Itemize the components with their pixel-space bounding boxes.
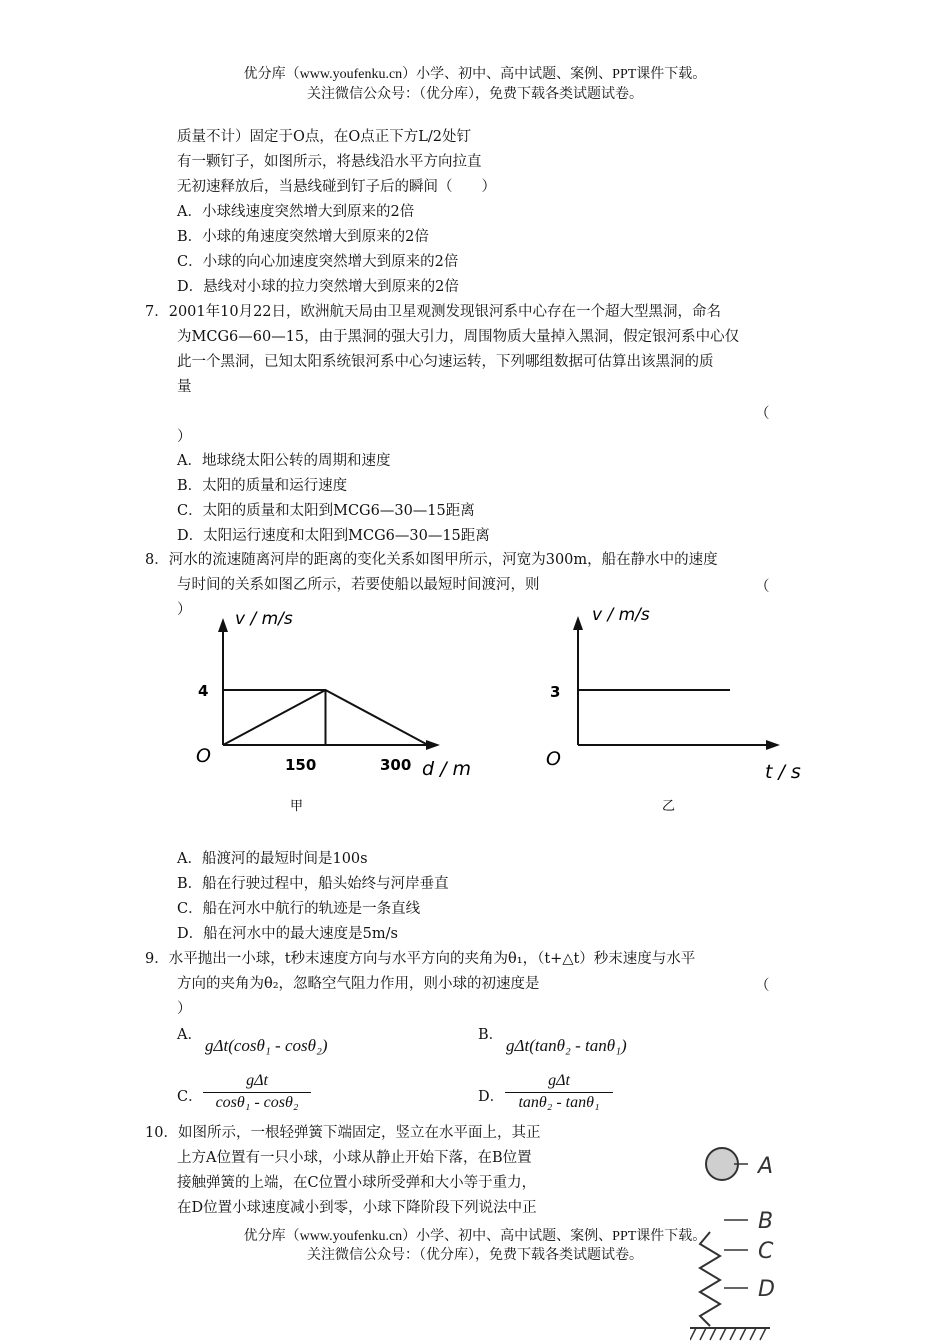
q6-option-c: C．小球的向心加速度突然增大到原来的2倍 [177, 254, 459, 270]
q6-option-d: D．悬线对小球的拉力突然增大到原来的2倍 [177, 279, 459, 295]
jia-origin: O [196, 745, 211, 767]
label-d: D [758, 1277, 775, 1302]
q9-option-c-denominator: cosθ₁ - cosθ₂ [215, 1094, 299, 1111]
jia-xtick-150: 150 [285, 756, 317, 774]
jia-ytick-4: 4 [198, 682, 209, 700]
ball [706, 1148, 738, 1180]
chart-yi [540, 600, 820, 820]
q7-option-c: C．太阳的质量和太阳到MCG6—30—15距离 [177, 503, 475, 519]
q8-line-1: 8．河水的流速随离河岸的距离的变化关系如图甲所示，河宽为300m，船在静水中的速度 [145, 552, 718, 568]
q7-paren-close: ） [177, 429, 192, 445]
q8-option-c: C．船在河水中航行的轨迹是一条直线 [177, 901, 421, 917]
q7-line-2: 为MCG6—60—15，由于黑洞的强大引力，周围物质大量掉入黑洞，假定银河系中心仅 [177, 329, 740, 345]
label-b: B [758, 1209, 774, 1234]
q9-option-a-formula: gΔt(cosθ₁ - cosθ₂) [205, 1036, 328, 1055]
header-line-2: 关注微信公众号：（优分库），免费下载各类试题试卷。 [307, 87, 643, 102]
jia-y-arrow [218, 618, 228, 632]
jia-xtick-300: 300 [380, 756, 412, 774]
q9-option-d-label: D． [478, 1089, 505, 1105]
q8-paren-open: （ [755, 579, 770, 595]
jia-xlabel: d / m [422, 758, 472, 780]
q7-line-4: 量 [177, 379, 192, 395]
q7-line-1: 7．2001年10月22日，欧洲航天局由卫星观测发现银河系中心存在一个超大型黑洞，命名 [145, 304, 722, 320]
q8-option-a: A．船渡河的最短时间是100s [177, 851, 368, 867]
q9-option-c-fraction [203, 1072, 311, 1112]
q7-line-3: 此一个黑洞，已知太阳系统银河系中心匀速运转，下列哪组数据可估算出该黑洞的质 [177, 354, 714, 370]
yi-x-arrow [766, 740, 780, 750]
q8-line-2: 与时间的关系如图乙所示，若要使船以最短时间渡河，则 [177, 577, 540, 593]
yi-xlabel: t / s [765, 761, 801, 783]
q9-option-a-label: A． [177, 1027, 202, 1043]
q6-line-3: 无初速释放后，当悬线碰到钉子后的瞬间（ ） [177, 179, 496, 195]
q10-line-3: 接触弹簧的上端，在C位置小球所受弹和大小等于重力， [177, 1175, 537, 1191]
label-c: C [758, 1239, 774, 1264]
q6-option-a: A．小球线速度突然增大到原来的2倍 [177, 204, 415, 220]
q6-option-b: B．小球的角速度突然增大到原来的2倍 [177, 229, 429, 245]
q9-line-1: 9．水平抛出一小球，t秒末速度方向与水平方向的夹角为θ₁，（t+△t）秒末速度与水平 [145, 951, 696, 967]
q6-line-2: 有一颗钉子，如图所示，将悬线沿水平方向拉直 [177, 154, 482, 170]
jia-ylabel: v / m/s [235, 609, 293, 629]
q9-paren-close: ） [177, 1001, 192, 1017]
q7-option-b: B．太阳的质量和运行速度 [177, 478, 348, 494]
q9-option-c-numerator: gΔt [203, 1072, 311, 1093]
q9-option-c-label: C． [177, 1089, 203, 1105]
q9-option-b-label: B． [478, 1027, 504, 1043]
yi-ylabel: v / m/s [592, 605, 650, 625]
q10-line-1: 10．如图所示，一根轻弹簧下端固定，竖立在水平面上，其正 [145, 1125, 541, 1141]
jia-x-arrow [426, 740, 440, 750]
header-line-1: 优分库（www.youfenku.cn）小学、初中、高中试题、案例、PPT课件下载。 [243, 67, 707, 82]
q6-line-1: 质量不计）固定于O点，在O点正下方L/2处钉 [177, 129, 472, 145]
q9-line-2: 方向的夹角为θ₂，忽略空气阻力作用，则小球的初速度是 [177, 976, 540, 992]
footer-line-1: 优分库（www.youfenku.cn）小学、初中、高中试题、案例、PPT课件下载。 [243, 1229, 707, 1244]
q10-line-4: 在D位置小球速度减小到零，小球下降阶段下列说法中正 [177, 1200, 537, 1216]
q9-option-d-numerator: gΔt [505, 1072, 613, 1093]
q9-paren-open: （ [755, 978, 770, 994]
q7-option-d: D．太阳运行速度和太阳到MCG6—30—15距离 [177, 528, 490, 544]
q8-option-d: D．船在河水中的最大速度是5m/s [177, 926, 398, 942]
q7-option-a: A．地球绕太阳公转的周期和速度 [177, 453, 391, 469]
label-a: A [758, 1154, 774, 1179]
yi-caption: 乙 [662, 799, 676, 814]
q8-paren-close: ） [177, 602, 192, 618]
chart-jia [190, 600, 480, 820]
q10-line-2: 上方A位置有一只小球，小球从静止开始下落，在B位置 [177, 1150, 532, 1166]
yi-ytick-3: 3 [550, 683, 561, 701]
footer-line-2: 关注微信公众号：（优分库），免费下载各类试题试卷。 [307, 1248, 643, 1263]
ground-hatch [690, 1328, 766, 1340]
q7-paren-open: （ [755, 406, 770, 422]
q9-option-b-formula: gΔt(tanθ₂ - tanθ₁) [506, 1036, 627, 1055]
q9-option-d-fraction [505, 1072, 613, 1112]
q9-option-d-denominator: tanθ₂ - tanθ₁ [518, 1094, 600, 1111]
q8-option-b: B．船在行驶过程中，船头始终与河岸垂直 [177, 876, 449, 892]
jia-caption: 甲 [290, 799, 304, 814]
yi-y-arrow [573, 616, 583, 630]
yi-origin: O [546, 748, 561, 770]
